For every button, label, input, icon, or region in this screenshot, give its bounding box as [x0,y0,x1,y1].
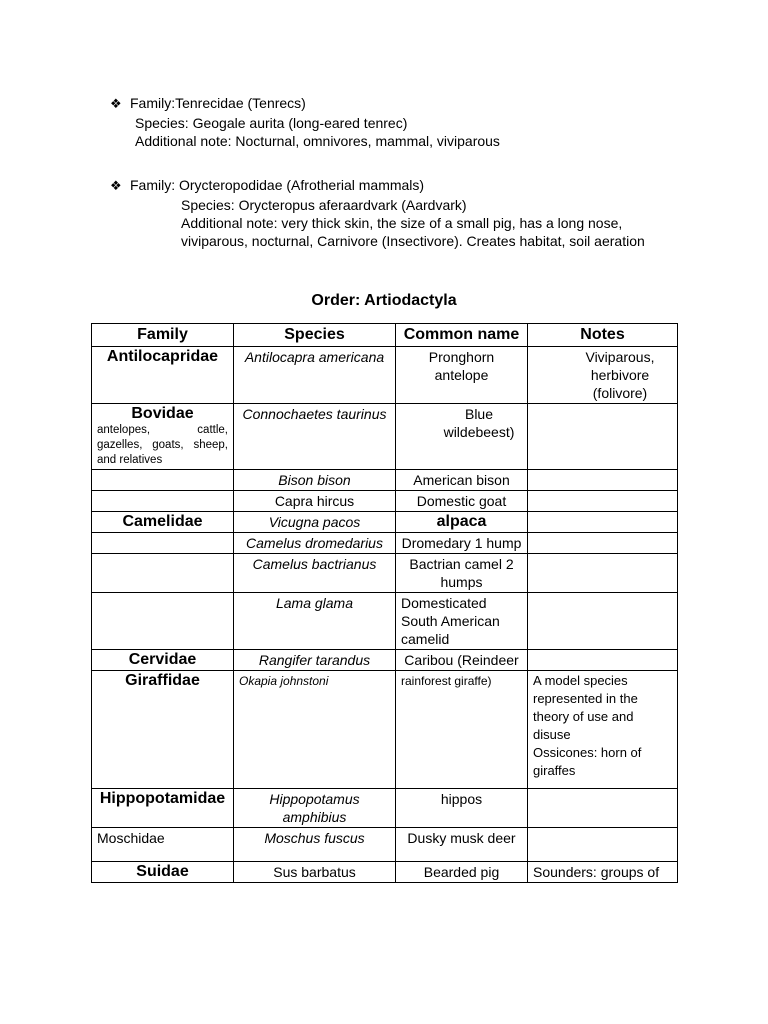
species-cell: Vicugna pacos [234,512,396,533]
bullet-section-orycteropodidae [110,176,661,250]
table-row [92,650,678,671]
family-cell: Giraffidae [92,671,234,789]
family-cell: Moschidae [92,828,234,862]
species-cell: Sus barbatus [234,862,396,883]
family-line: Family:Tenrecidae (Tenrecs) [130,95,306,111]
note-line: Additional note: very thick skin, the size of a small pig, has a long nose, viviparous, nocturnal, Carnivore (Insectivore). Creates habitat, soil aeration [181,215,645,249]
common-name-cell: hippos [396,789,528,828]
notes-cell [528,650,678,671]
species-cell: Capra hircus [234,491,396,512]
common-name-cell: rainforest giraffe) [396,671,528,789]
family-cell [92,491,234,512]
family-line: Family: Orycteropodidae (Afrotherial mammals) [130,177,425,193]
notes-text: Ossicones: horn of giraffes [533,745,642,778]
table-row [92,593,678,650]
table-row [92,470,678,491]
common-name-cell: Caribou (Reindeer [396,650,528,671]
notes-cell [528,593,678,650]
notes-cell [528,512,678,533]
species-cell: Okapia johnstoni [234,671,396,789]
header-row [92,324,678,347]
common-name-cell: Dromedary 1 hump [396,533,528,554]
common-name-cell: Domestic goat [396,491,528,512]
bullet-section-tenrecidae [110,94,500,150]
species-line: Species: Geogale aurita (long-eared tenrec) [135,115,408,131]
family-cell: Suidae [92,862,234,883]
species-cell: Camelus dromedarius [234,533,396,554]
family-cell: Antilocapridae [92,347,234,404]
notes-cell [528,404,678,470]
family-description: antelopes, cattle, gazelles, goats, sheep, and relatives [97,424,228,466]
notes-text: A model species represented in the theory of use and disuse [533,673,638,742]
note-line: Additional note: Nocturnal, omnivores, mammal, viviparous [135,133,500,149]
family-cell [92,470,234,491]
common-name-cell: alpaca [396,512,528,533]
notes-cell [528,470,678,491]
common-name-cell: Bearded pig [396,862,528,883]
notes-cell: Sounders: groups of [528,862,678,883]
species-cell: Moschus fuscus [234,828,396,862]
notes-cell [528,671,678,789]
species-cell: Rangifer tarandus [234,650,396,671]
artiodactyla-table [91,323,678,883]
notes-cell [528,491,678,512]
family-cell [92,593,234,650]
family-cell [92,554,234,593]
header-family: Family [92,324,234,347]
species-cell: Antilocapra americana [234,347,396,404]
common-name-cell: Domesticated South American camelid [396,593,528,650]
family-cell: Camelidae [92,512,234,533]
diamond-bullet-icon: ❖ [110,97,122,112]
family-name: Bovidae [131,405,194,422]
notes-cell [528,533,678,554]
table-row [92,554,678,593]
family-cell [92,533,234,554]
species-cell: Connochaetes taurinus [234,404,396,470]
species-cell: Hippopotamus amphibius [234,789,396,828]
table-row [92,789,678,828]
species-cell: Camelus bactrianus [234,554,396,593]
table-row [92,347,678,404]
species-cell: Lama glama [234,593,396,650]
table-row [92,491,678,512]
notes-cell [528,828,678,862]
table-row [92,671,678,789]
common-name-cell: Dusky musk deer [396,828,528,862]
species-line: Species: Orycteropus aferaardvark (Aardvark) [181,197,467,213]
table-row [92,512,678,533]
notes-cell: Viviparous, herbivore (folivore) [528,347,678,404]
notes-cell [528,554,678,593]
common-name-cell: Bactrian camel 2 humps [396,554,528,593]
family-cell [92,404,234,470]
header-notes: Notes [528,324,678,347]
table-row [92,533,678,554]
species-cell: Bison bison [234,470,396,491]
header-species: Species [234,324,396,347]
order-title: Order: Artiodactyla [311,292,457,309]
header-common-name: Common name [396,324,528,347]
table-row [92,862,678,883]
common-name-cell: Blue wildebeest) [396,404,528,470]
table-row [92,828,678,862]
family-cell: Cervidae [92,650,234,671]
table-row [92,404,678,470]
common-name-cell: American bison [396,470,528,491]
family-cell: Hippopotamidae [92,789,234,828]
diamond-bullet-icon: ❖ [110,179,122,194]
common-name-cell: Pronghorn antelope [396,347,528,404]
notes-cell [528,789,678,828]
